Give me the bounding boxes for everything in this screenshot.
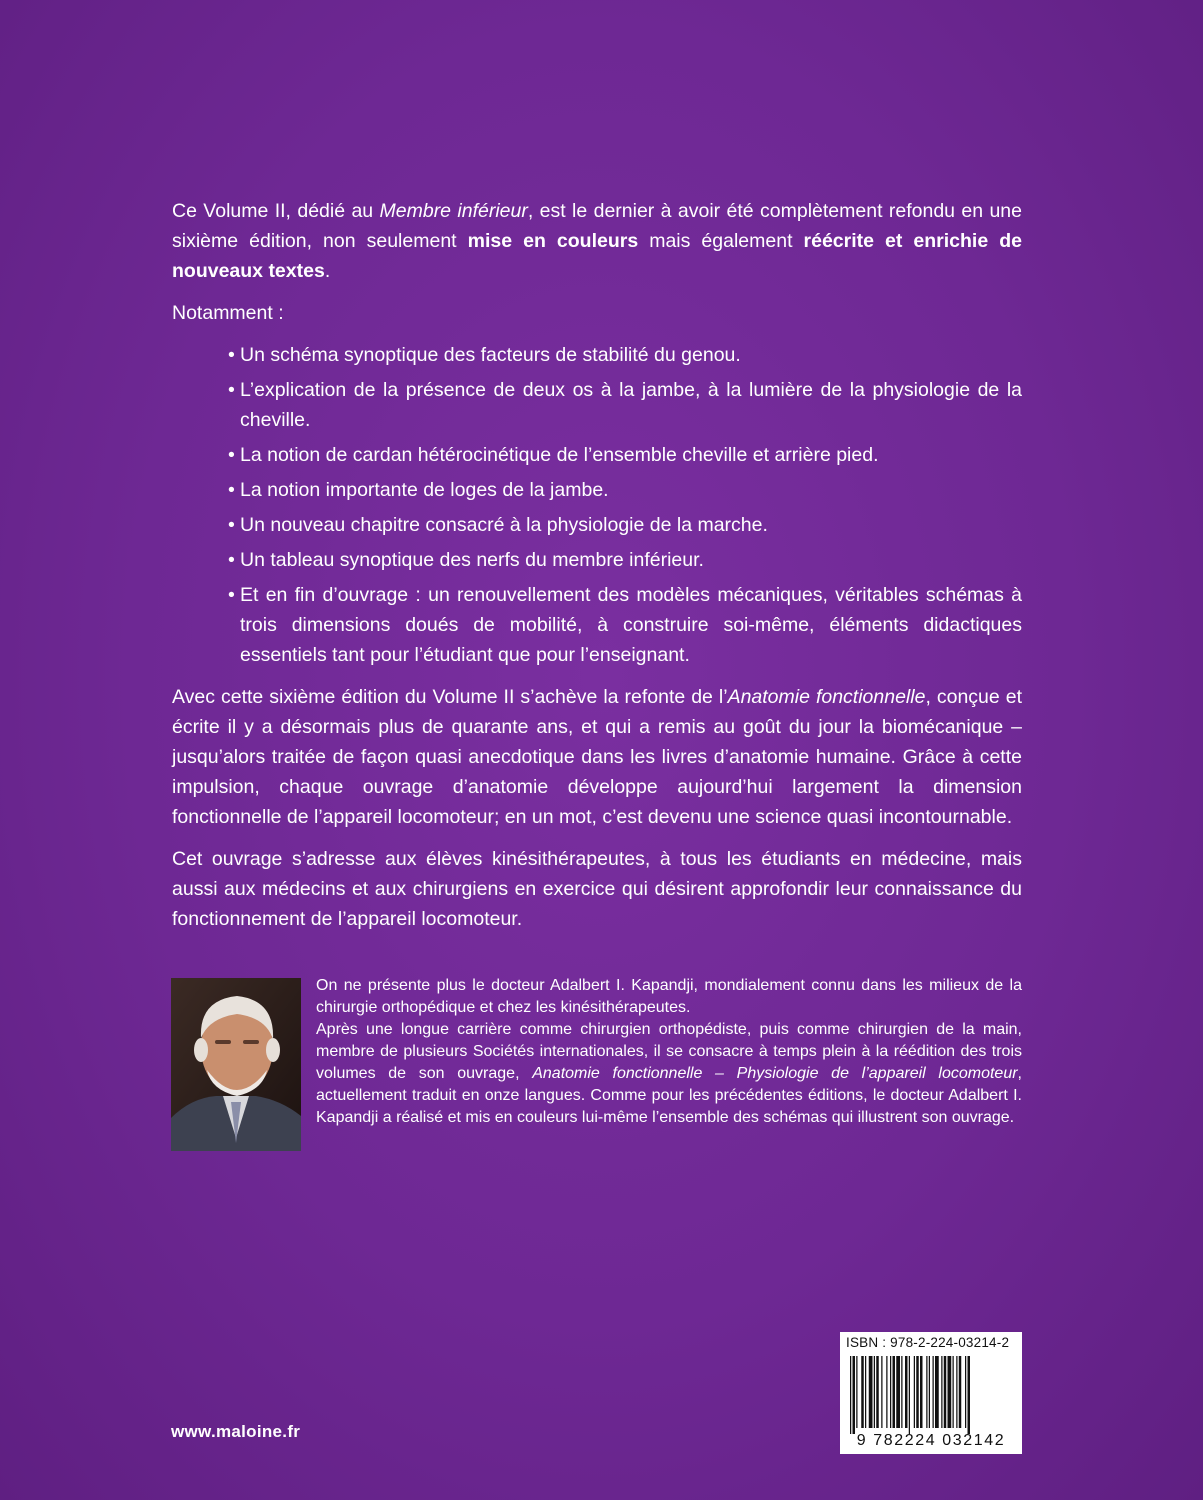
- barcode-bar: [874, 1356, 875, 1428]
- list-item: • Un tableau synoptique des nerfs du membre inférieur.: [228, 545, 1022, 575]
- list-item: • La notion de cardan hétérocinétique de l’ensemble cheville et arrière pied.: [228, 440, 1022, 470]
- list-item: • L’explication de la présence de deux os à la jambe, à la lumière de la physiologie de la cheville.: [228, 375, 1022, 435]
- audience-paragraph: Cet ouvrage s’adresse aux élèves kinésithérapeutes, à tous les étudiants en médecine, mais aussi aux médecins et aux chirurgiens en exercice qui désirent approfondir leur connaissance du fonctionnement de l’appareil locomoteur.: [172, 848, 1022, 930]
- barcode-bar: [926, 1356, 927, 1428]
- barcode-bar: [853, 1356, 856, 1434]
- barcode-bar: [968, 1356, 971, 1434]
- bio-paragraph: On ne présente plus le docteur Adalbert I. Kapandji, mondialement connu dans les milieux de la chirurgie orthopédique et chez les kinésithérapeutes.: [316, 977, 1022, 1016]
- isbn-label: ISBN : 978-2-224-03214-2: [846, 1335, 1010, 1350]
- barcode-bar: [861, 1356, 864, 1428]
- bio-paragraph: Après une longue carrière comme chirurgien orthopédiste, puis comme chirurgien de la main, membre de plusieurs Sociétés internationales, il se consacre à temps plein à la réédition des trois volumes de son ouvrage, Anatomie fonctionnelle – Physiologie de l’appareil locomoteur, actuellement traduit en onze langues. Comme pour les précédentes éditions, le docteur Adalbert I. Kapandji a réalisé et mis en couleurs lui-même l’ensemble des schémas qui illustrent son ouvrage.: [316, 1021, 1022, 1126]
- list-item: • La notion importante de loges de la jambe.: [228, 475, 1022, 505]
- barcode-bar: [909, 1356, 910, 1434]
- author-bio: [316, 975, 1022, 1129]
- barcode-bar: [965, 1356, 966, 1428]
- barcode-bar: [929, 1356, 930, 1428]
- barcode-bar: [920, 1356, 923, 1428]
- barcode-digits: 9 782224 032142: [856, 1432, 1006, 1449]
- barcode-bar: [916, 1356, 919, 1428]
- refonte-paragraph: Avec cette sixième édition du Volume II s’achève la refonte de l’Anatomie fonctionnelle, conçue et écrite il y a désormais plus de quarante ans, et qui a remis au goût du jour la biomécanique – jusqu’alors traitée de façon quasi anecdotique dans les livres d’anatomie humaine. Grâce à cette impulsion, chaque ouvrage d’anatomie développe aujourd’hui largement la dimension fonctionnelle de l’appareil locomoteur; en un mot, c’est devenu une science quasi incontournable.: [172, 686, 1022, 828]
- barcode-bar: [869, 1356, 873, 1428]
- main-text: [172, 196, 1022, 946]
- publisher-website: www.maloine.fr: [171, 1422, 301, 1441]
- intro-paragraph: Ce Volume II, dédié au Membre inférieur, est le dernier à avoir été complètement refondu en une sixième édition, non seulement mise en couleurs mais également réécrite et enrichie de nouveaux textes.: [172, 200, 1022, 282]
- barcode-bar: [901, 1356, 902, 1428]
- author-photo: [171, 978, 301, 1151]
- barcode-bar: [890, 1356, 891, 1428]
- list-item: • Un nouveau chapitre consacré à la physiologie de la marche.: [228, 510, 1022, 540]
- barcode-bar: [914, 1356, 915, 1428]
- barcode-bar: [850, 1356, 851, 1434]
- barcode-bar: [944, 1356, 947, 1428]
- author-portrait-image: [171, 978, 301, 1151]
- barcode-bar: [856, 1356, 857, 1428]
- barcode-bar: [933, 1356, 934, 1428]
- barcode-bar: [893, 1356, 896, 1428]
- notamment-heading: Notamment :: [172, 302, 284, 324]
- barcode-bar: [876, 1356, 879, 1428]
- barcode-bar: [905, 1356, 908, 1428]
- barcode-bars: [848, 1356, 1014, 1434]
- barcode-bar: [941, 1356, 942, 1428]
- barcode: [840, 1332, 1022, 1454]
- barcode-bar: [948, 1356, 952, 1428]
- barcode-bar: [959, 1356, 962, 1428]
- barcode-bar: [956, 1356, 957, 1428]
- list-item: • Un schéma synoptique des facteurs de stabilité du genou.: [228, 340, 1022, 370]
- barcode-bar: [886, 1356, 887, 1428]
- barcode-bar: [865, 1356, 866, 1428]
- barcode-bar: [896, 1356, 900, 1428]
- barcode-bar: [953, 1356, 954, 1428]
- features-list: [172, 340, 1022, 670]
- list-item: • Et en fin d’ouvrage : un renouvellement des modèles mécaniques, véritables schémas à trois dimensions doués de mobilité, à construire soi-même, éléments didactiques essentiels tant pour l’étudiant que pour l’enseignant.: [228, 580, 1022, 670]
- barcode-bar: [935, 1356, 939, 1428]
- barcode-bar: [881, 1356, 882, 1428]
